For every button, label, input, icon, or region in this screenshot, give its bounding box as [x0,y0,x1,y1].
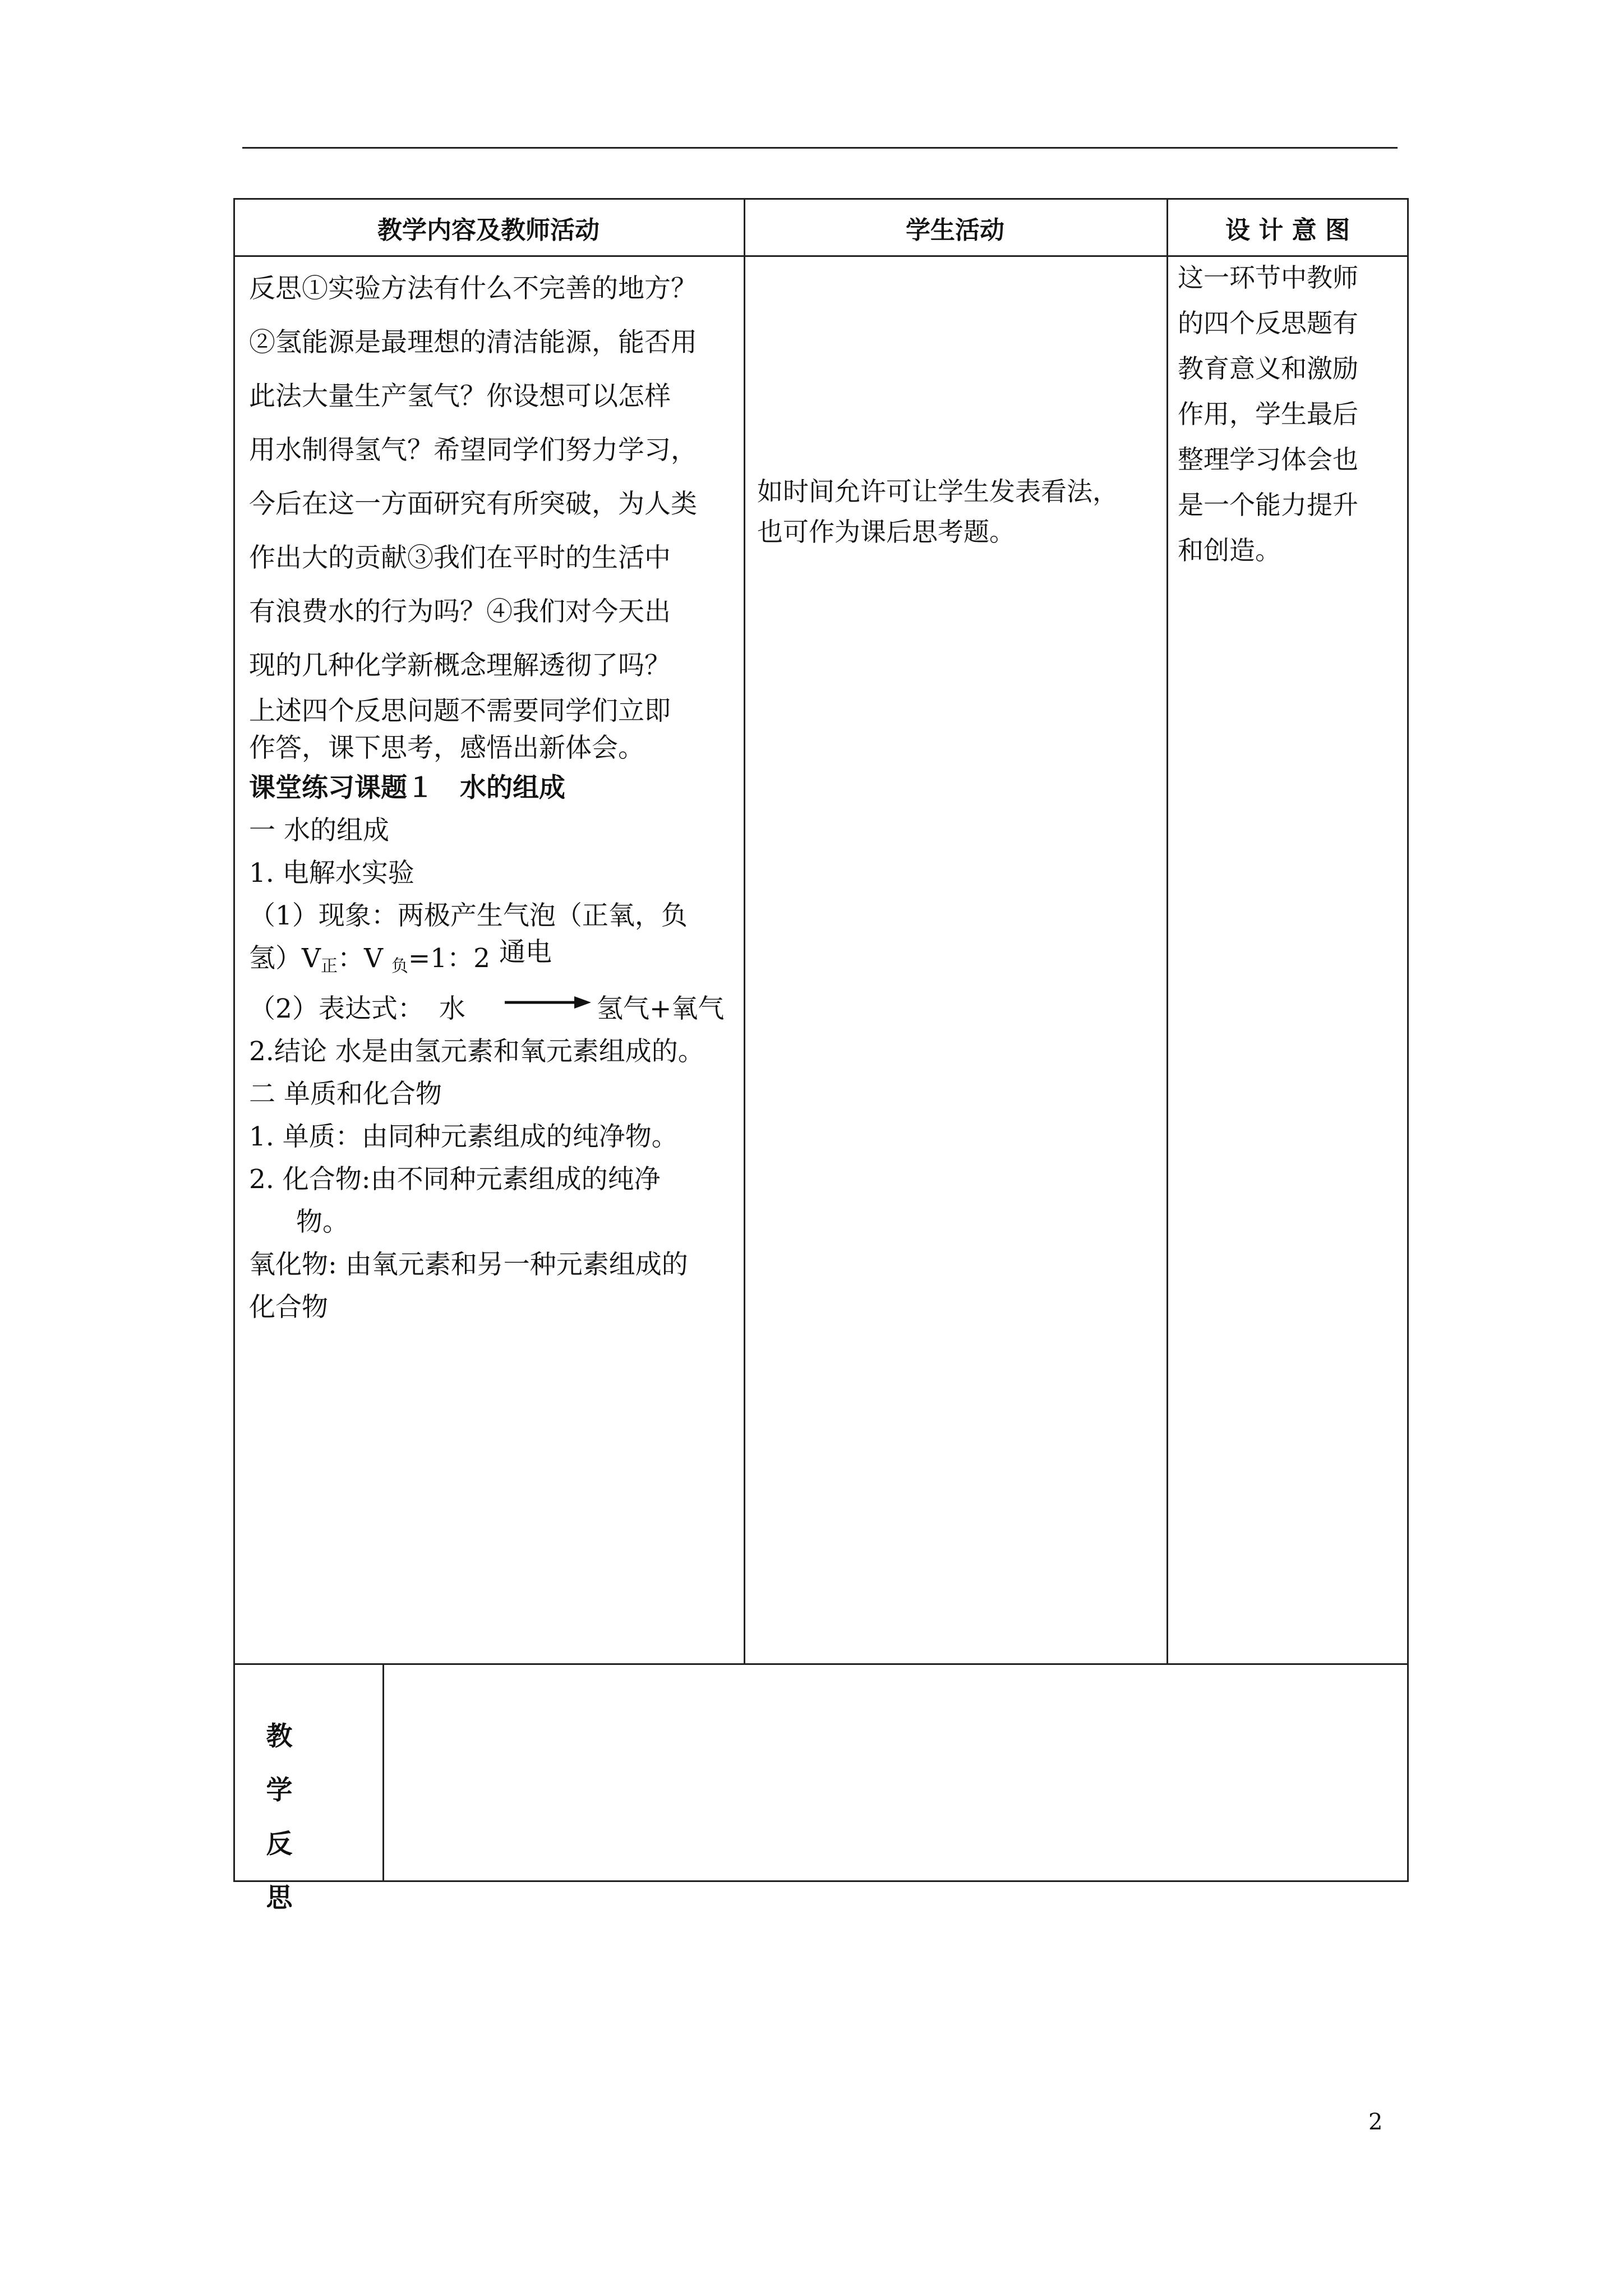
products: 氢气+氧气 [597,993,725,1024]
section-1-title: 一 水的组成 [249,815,389,846]
header-teaching: 教学内容及教师活动 [377,216,600,245]
reflection-char: 反 [266,1829,293,1860]
phenomenon-mid: ：V [337,943,391,974]
reflection-line: ②氢能源是最理想的清洁能源，能否用 [249,327,697,358]
intent-line: 作用，学生最后 [1178,399,1358,429]
teaching-content [249,255,732,1329]
reflection-line: 今后在这一方面研究有所突破，为人类 [249,489,697,519]
column-divider-2 [1166,198,1168,1665]
reaction-arrow-icon [502,994,592,1011]
reflection-line: 有浪费水的行为吗？④我们对今天出 [249,596,671,627]
header-intent: 设 计 意 图 [1225,216,1350,245]
subscript-negative: 负 [391,956,408,976]
reflection-line: 反思①实验方法有什么不完善的地方？ [249,273,697,304]
intent-line: 是一个能力提升 [1178,490,1358,520]
reflection-line: 现的几种化学新概念理解透彻了吗？ [249,650,671,681]
student-activity-line: 也可作为课后思考题。 [757,517,1015,547]
oxide-definition-cont: 化合物 [249,1292,328,1323]
reflection-char: 教 [266,1721,293,1752]
reflection-divider [382,1663,384,1882]
expression-line [249,988,732,1030]
intent-line: 这一环节中教师 [1178,263,1358,293]
item-electrolysis: 1. 电解水实验 [249,858,414,889]
reflection-char: 思 [266,1883,293,1913]
intent-line: 教育意义和激励 [1178,353,1358,384]
subscript-positive: 正 [320,956,338,976]
elemental-definition: 1. 单质：由同种元素组成的纯净物。 [249,1121,678,1152]
expression-label: （2）表达式： [249,993,424,1024]
intent-line: 和创造。 [1178,535,1281,565]
student-activity-line: 如时间允许可让学生发表看法， [757,476,1118,507]
column-divider-1 [744,198,745,1665]
intent-line: 的四个反思题有 [1178,308,1358,338]
reflection-content-cell[interactable] [385,1665,1407,1880]
phenomenon-line-2 [249,937,732,988]
conclusion: 2.结论 水是由氢元素和氧元素组成的。 [249,1036,704,1067]
reflection-line: 作出大的贡献③我们在平时的生活中 [249,542,671,573]
page-number: 2 [1368,2109,1383,2135]
reflection-label [246,1710,313,1925]
phenomenon-line-1: （1）现象：两极产生气泡（正氧，负 [249,900,688,931]
reactant-water: 水 [439,993,465,1024]
reaction-condition: 通电 [499,937,552,968]
reflection-questions [249,255,732,693]
intent-line: 整理学习体会也 [1178,444,1358,475]
header-student: 学生活动 [906,216,1004,245]
practice-title: 课堂练习课题１ 水的组成 [249,772,565,803]
reflection-note-line: 上述四个反思问题不需要同学们立即 [249,696,671,726]
compound-definition: 2. 化合物:由不同种元素组成的纯净 [249,1164,661,1195]
volume-ratio: =1：2 [408,943,491,974]
compound-definition-cont: 物。 [296,1207,349,1237]
reflection-line: 此法大量生产氢气？你设想可以怎样 [249,381,671,412]
oxide-definition: 氧化物: 由氧元素和另一种元素组成的 [249,1249,688,1280]
reflection-char: 学 [266,1775,293,1806]
student-activity [757,471,1161,552]
reflection-note-line: 作答，课下思考，感悟出新体会。 [249,733,644,763]
section-2-title: 二 单质和化合物 [249,1079,442,1110]
phenomenon-prefix: 氢）V [249,943,321,974]
header-rule [242,147,1398,149]
design-intent [1178,255,1402,573]
reflection-line: 用水制得氢气？希望同学们努力学习， [249,435,697,466]
